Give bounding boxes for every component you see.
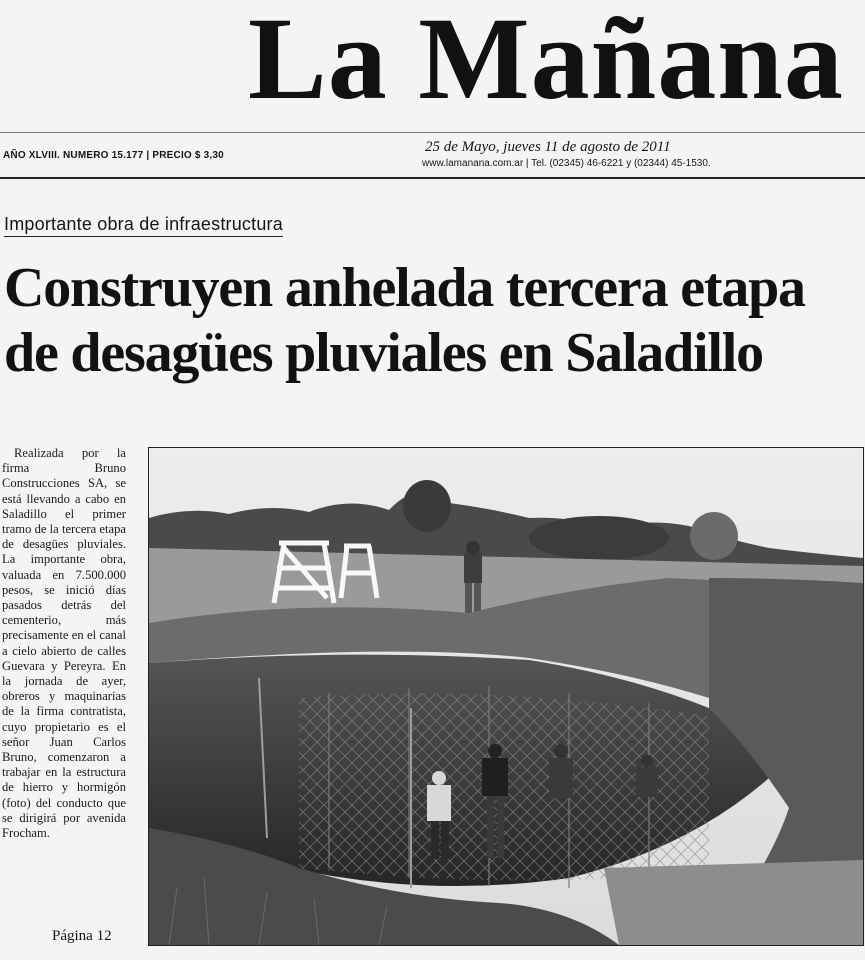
issue-contact: www.lamanana.com.ar | Tel. (02345) 46-6221 y (02344) 45-1530. [422,158,711,169]
headline-line-1: Construyen anhelada tercera etapa [4,257,805,319]
article-kicker: Importante obra de infraestructura [4,214,283,237]
masthead-rule-bottom [0,177,865,179]
issue-info: AÑO XLVIII. NUMERO 15.177 | PRECIO $ 3,30 [3,150,224,161]
headline-line-2: de desagües pluviales en Saladillo [4,322,763,384]
masthead-title: La Mañana [248,0,844,118]
masthead-rule-top [0,132,865,133]
article-photo [148,447,864,946]
photo-construction-site [149,448,863,945]
article-headline [4,256,864,386]
issue-date: 25 de Mayo, jueves 11 de agosto de 2011 [425,139,671,155]
article-body: Realizada por la firma Bruno Construcciones SA, se está llevando a cabo en Saladillo el primer tramo de la tercera etapa de desagües pluviales. La importante obra, valuada en 7.500.000 pesos, se inició días pasados detrás del cementerio, más precisamente en el canal a cielo abierto de calles Guevara y Pereyra. En la jornada de ayer, obreros y maquinarias de la firma contratista, cuyo propietario es el señor Juan Carlos Bruno, comenzaron a trabajar en la estructura de hierro y hormigón (foto) del conducto que se dirigirá por avenida Frocham. [2,446,126,841]
page-reference: Página 12 [52,928,112,944]
